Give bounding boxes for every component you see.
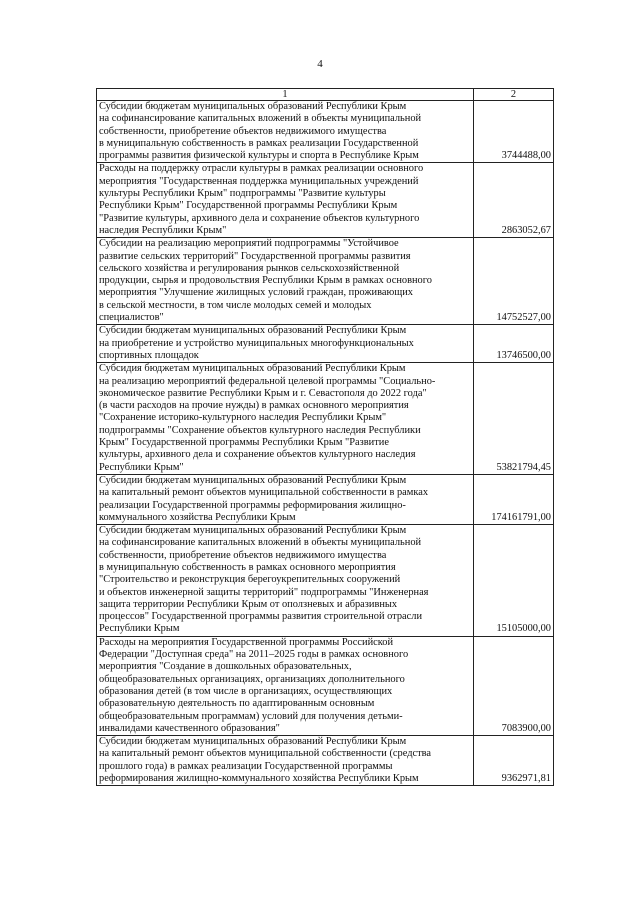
- table-row: [97, 101, 554, 163]
- column-header-1: 1: [97, 89, 474, 101]
- row-amount: 13746500,00: [474, 325, 554, 363]
- table-row: [97, 636, 554, 735]
- row-description: Субсидии бюджетам муниципальных образований Республики Крым на капитальный ремонт объектов муниципальной собственности (средства прошлого года) в рамках реализации Государственной программы реформирования жилищно-коммунального хозяйства Республики Крым: [97, 736, 474, 786]
- row-amount: 2863052,67: [474, 163, 554, 238]
- budget-table: [96, 88, 554, 786]
- row-description: Субсидия бюджетам муниципальных образований Республики Крым на реализацию мероприятий федеральной целевой программы "Социально- экономическое развитие Республики Крым и г. Севастополя до 2022 года" (в части расходов на прочие нужды) в рамках основного мероприятия "Сохранение историко-культурного наследия Республики Крым" подпрограммы "Сохранение объектов культурного наследия Республики Крым" Государственной программы Республики Крым "Развитие культуры, архивного дела и сохранение объектов культурного наследия Республики Крым": [97, 363, 474, 475]
- table-row: [97, 363, 554, 475]
- table-row: [97, 163, 554, 238]
- table-row: [97, 736, 554, 786]
- row-description: Субсидии бюджетам муниципальных образований Республики Крым на софинансирование капитальных вложений в объекты муниципальной собственности, приобретение объектов недвижимого имущества в муниципальную собственность в рамках реализации Государственной программы развития физической культуры и спорта в Республике Крым: [97, 101, 474, 163]
- row-amount: 3744488,00: [474, 101, 554, 163]
- table-row: [97, 525, 554, 637]
- row-description: Субсидии бюджетам муниципальных образований Республики Крым на софинансирование капитальных вложений в объекты муниципальной собственности, приобретение объектов недвижимого имущества в муниципальную собственность в рамках основного мероприятия "Строительство и реконструкция берегоукрепительных сооружений и объектов инженерной защиты территорий" подпрограммы "Инженерная защита территории Республики Крым от оползневых и абразивных процессов" Государственной программы развития строительной отрасли Республики Крым: [97, 525, 474, 637]
- column-header-2: 2: [474, 89, 554, 101]
- row-amount: 174161791,00: [474, 474, 554, 524]
- row-amount: 7083900,00: [474, 636, 554, 735]
- row-amount: 15105000,00: [474, 525, 554, 637]
- table-row: [97, 474, 554, 524]
- row-description: Субсидии на реализацию мероприятий подпрограммы "Устойчивое развитие сельских территорий" Государственной программы развития сельского хозяйства и регулирования рынков сельскохозяйственной продукции, сырья и продовольствия Республики Крым в рамках основного мероприятия "Улучшение жилищных условий граждан, проживающих в сельской местности, в том числе молодых семей и молодых специалистов": [97, 238, 474, 325]
- table-row: [97, 238, 554, 325]
- table-row: [97, 325, 554, 363]
- row-description: Расходы на мероприятия Государственной программы Российской Федерации "Доступная среда" на 2011–2025 годы в рамках основного мероприятия "Создание в дошкольных образовательных, общеобразовательных организациях, организациях дополнительного образования детей (в том числе в организациях, осуществляющих образовательную деятельность по адаптированным основным общеобразовательным программам) условий для получения детьми- инвалидами качественного образования": [97, 636, 474, 735]
- page-number: 4: [317, 58, 323, 70]
- row-description: Субсидии бюджетам муниципальных образований Республики Крым на капитальный ремонт объектов муниципальной собственности в рамках реализации Государственной программы реформирования жилищно- коммунального хозяйства Республики Крым: [97, 474, 474, 524]
- table-header-row: [97, 89, 554, 101]
- row-amount: 9362971,81: [474, 736, 554, 786]
- row-description: Субсидии бюджетам муниципальных образований Республики Крым на приобретение и устройство муниципальных многофункциональных спортивных площадок: [97, 325, 474, 363]
- row-description: Расходы на поддержку отрасли культуры в рамках реализации основного мероприятия "Государственная поддержка муниципальных учреждений культуры Республики Крым" подпрограммы "Развитие культуры Республики Крым" Государственной программы Республики Крым "Развитие культуры, архивного дела и сохранение объектов культурного наследия Республики Крым": [97, 163, 474, 238]
- row-amount: 53821794,45: [474, 363, 554, 475]
- row-amount: 14752527,00: [474, 238, 554, 325]
